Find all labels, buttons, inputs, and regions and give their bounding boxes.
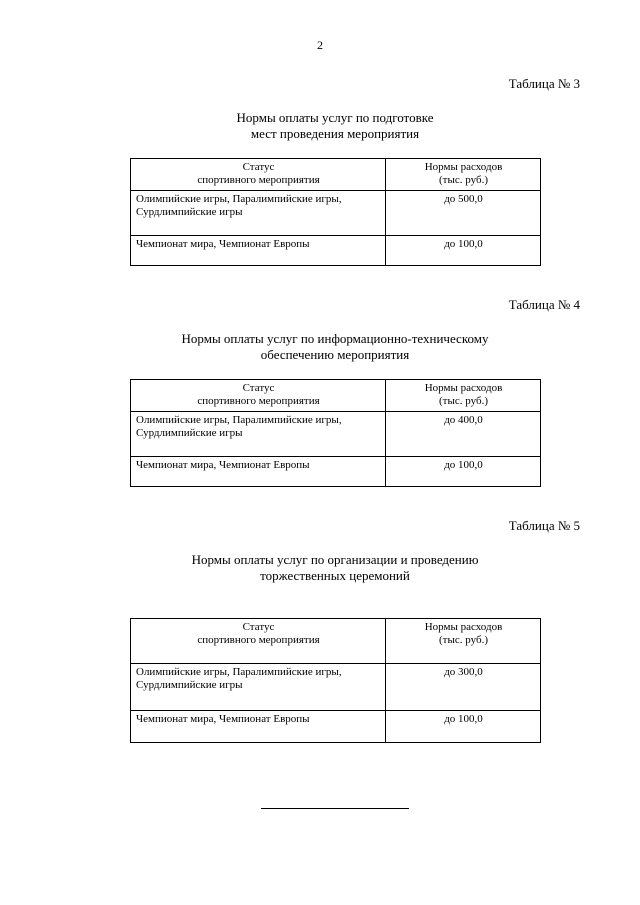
table-4-title-line1: Нормы оплаты услуг по информационно-техническому [181,331,489,346]
header-status-line2: спортивного мероприятия [197,395,320,407]
row-norm: до 300,0 [386,664,541,711]
table-5-title-line1: Нормы оплаты услуг по организации и проведению [191,552,479,567]
table-4 [130,379,541,487]
header-norms-line2: (тыс. руб.) [439,174,488,186]
header-status-line1: Статус [242,161,275,173]
table-header-row [131,380,541,412]
row-norm: до 400,0 [386,412,541,457]
row-status: Олимпийские игры, Паралимпийские игры, Сурдлимпийские игры [131,664,386,711]
table-4-title-line2: обеспечению мероприятия [260,347,410,362]
table-row [131,236,541,266]
header-status [131,159,386,191]
header-status-line1: Статус [242,382,275,394]
table-row [131,412,541,457]
page-number: 2 [317,38,323,52]
header-norms-line1: Нормы расходов [424,161,503,173]
row-status: Олимпийские игры, Паралимпийские игры, Сурдлимпийские игры [131,191,386,236]
table-5-title-line2: торжественных церемоний [260,568,410,583]
header-norms [386,619,541,664]
table-3-label: Таблица № 3 [508,76,580,91]
table-header-row [131,619,541,664]
table-row [131,711,541,743]
header-norms [386,159,541,191]
header-status-line2: спортивного мероприятия [197,174,320,186]
table-row [131,457,541,487]
row-status: Чемпионат мира, Чемпионат Европы [131,236,386,266]
header-norms-line2: (тыс. руб.) [439,634,488,646]
row-norm: до 500,0 [386,191,541,236]
table-3-title-line2: мест проведения мероприятия [250,126,420,141]
table-4-label: Таблица № 4 [508,297,580,312]
table-5 [130,618,541,743]
header-status [131,380,386,412]
header-status-line1: Статус [242,621,275,633]
header-norms-line2: (тыс. руб.) [439,395,488,407]
table-row [131,664,541,711]
end-separator-line [261,808,409,809]
row-status: Чемпионат мира, Чемпионат Европы [131,711,386,743]
table-header-row [131,159,541,191]
table-4-title [0,331,640,363]
table-5-label: Таблица № 5 [508,518,580,533]
header-status-line2: спортивного мероприятия [197,634,320,646]
row-status: Олимпийские игры, Паралимпийские игры, Сурдлимпийские игры [131,412,386,457]
row-norm: до 100,0 [386,457,541,487]
table-3-title [0,110,640,142]
table-row [131,191,541,236]
row-status: Чемпионат мира, Чемпионат Европы [131,457,386,487]
header-norms-line1: Нормы расходов [424,621,503,633]
table-3 [130,158,541,266]
header-norms-line1: Нормы расходов [424,382,503,394]
header-status [131,619,386,664]
header-norms [386,380,541,412]
table-5-title [0,552,640,584]
row-norm: до 100,0 [386,236,541,266]
row-norm: до 100,0 [386,711,541,743]
table-3-title-line1: Нормы оплаты услуг по подготовке [236,110,434,125]
